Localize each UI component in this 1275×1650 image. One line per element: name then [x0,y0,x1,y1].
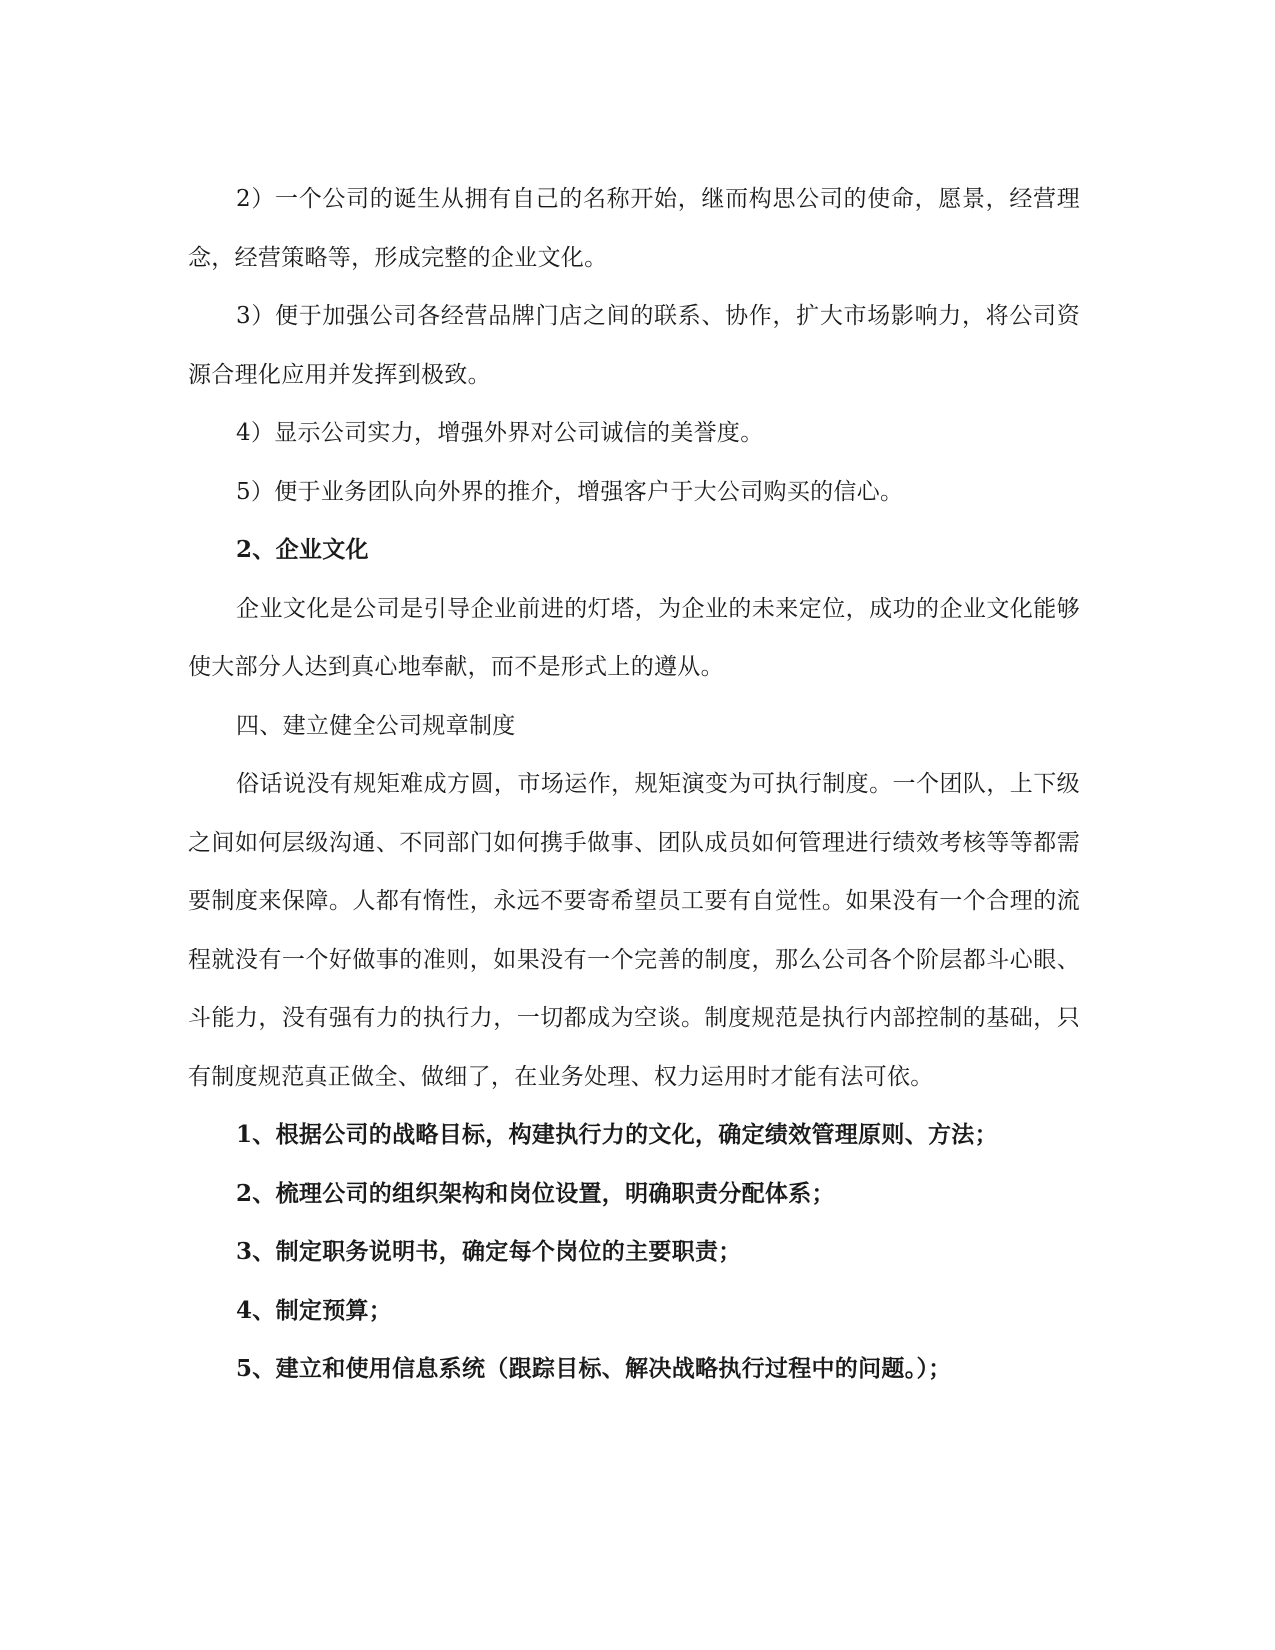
paragraph-item-4: 4）显示公司实力，增强外界对公司诚信的美誉度。 [236,420,764,446]
list-item-1: 1、根据公司的战略目标，构建执行力的文化，确定绩效管理原则、方法； [236,1121,998,1148]
paragraph-item-2: 2）一个公司的诞生从拥有自己的名称开始，继而构思公司的使命，愿景，经营理念，经营策略等，形成完整的企业文化。 [188,186,1080,271]
section-heading-regulations: 四、建立健全公司规章制度 [236,712,516,739]
paragraph-corporate-culture: 企业文化是公司是引导企业前进的灯塔，为企业的未来定位，成功的企业文化能够使大部分人达到真心地奉献，而不是形式上的遵从。 [188,595,1080,680]
paragraph-regulations: 俗话说没有规矩难成方圆，市场运作，规矩演变为可执行制度。一个团队，上下级之间如何层级沟通、不同部门如何携手做事、团队成员如何管理进行绩效考核等等都需要制度来保障。人都有惰性，永远不要寄希望员工要有自觉性。如果没有一个合理的流程就没有一个好做事的准则，如果没有一个完善的制度，那么公司各个阶层都斗心眼、斗能力，没有强有力的执行力，一切都成为空谈。制度规范是执行内部控制的基础，只有制度规范真正做全、做细了，在业务处理、权力运用时才能有法可依。 [188,771,1080,1090]
paragraph-item-5: 5）便于业务团队向外界的推介，增强客户于大公司购买的信心。 [236,478,904,505]
list-item-3: 3、制定职务说明书，确定每个岗位的主要职责； [236,1238,742,1265]
list-item-5: 5、建立和使用信息系统（跟踪目标、解决战略执行过程中的问题。）； [236,1355,952,1382]
list-item-4: 4、制定预算； [236,1296,393,1324]
section-heading-corporate-culture: 2、企业文化 [236,536,369,563]
paragraph-item-3: 3）便于加强公司各经营品牌门店之间的联系、协作，扩大市场影响力，将公司资源合理化应用并发挥到极致。 [188,303,1080,388]
document-body [188,170,1080,1399]
list-item-2: 2、梳理公司的组织架构和岗位设置，明确职责分配体系； [236,1179,835,1207]
